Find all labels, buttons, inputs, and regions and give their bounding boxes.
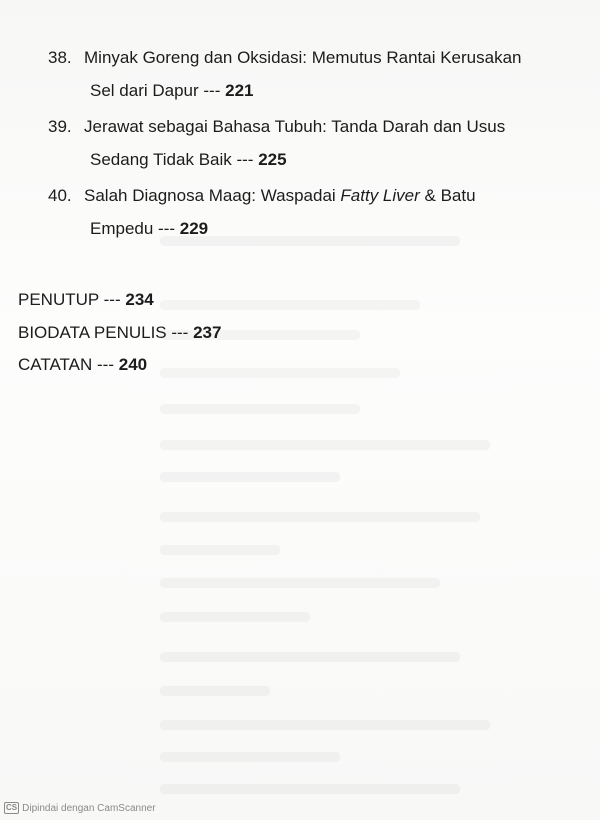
page-number: 229: [179, 219, 209, 238]
section-catatan: CATATAN --- 240: [18, 355, 148, 374]
entry-title-line1: Jerawat sebagai Bahasa Tubuh: Tanda Darah dan Usus: [84, 117, 506, 136]
section-penutup: PENUTUP --- 234: [18, 290, 154, 309]
scanner-watermark: [4, 802, 156, 814]
page-number: 240: [118, 355, 148, 374]
entry-title-line1: Minyak Goreng dan Oksidasi: Memutus Rantai Kerusakan: [84, 48, 522, 67]
page-number: 234: [125, 290, 154, 309]
entry-number: 38.: [48, 48, 72, 67]
entry-number: 39.: [48, 117, 72, 136]
entry-number: 40.: [48, 186, 72, 205]
italic-term: Fatty Liver: [340, 186, 420, 205]
page-number: 225: [258, 150, 287, 169]
entry-title-line2: Empedu --- 229: [90, 219, 209, 238]
entry-title-line2: Sedang Tidak Baik --- 225: [90, 150, 287, 169]
camscanner-logo-icon: CS: [6, 803, 18, 812]
page-number: 221: [225, 81, 254, 100]
entry-title-line1: Salah Diagnosa Maag: Waspadai Fatty Liver & Batu: [84, 186, 476, 205]
entry-title-line2: Sel dari Dapur --- 221: [90, 81, 254, 100]
section-biodata-penulis: BIODATA PENULIS --- 237: [18, 323, 222, 342]
watermark-text: Dipindai dengan CamScanner: [22, 802, 156, 814]
page-number: 237: [193, 323, 222, 342]
